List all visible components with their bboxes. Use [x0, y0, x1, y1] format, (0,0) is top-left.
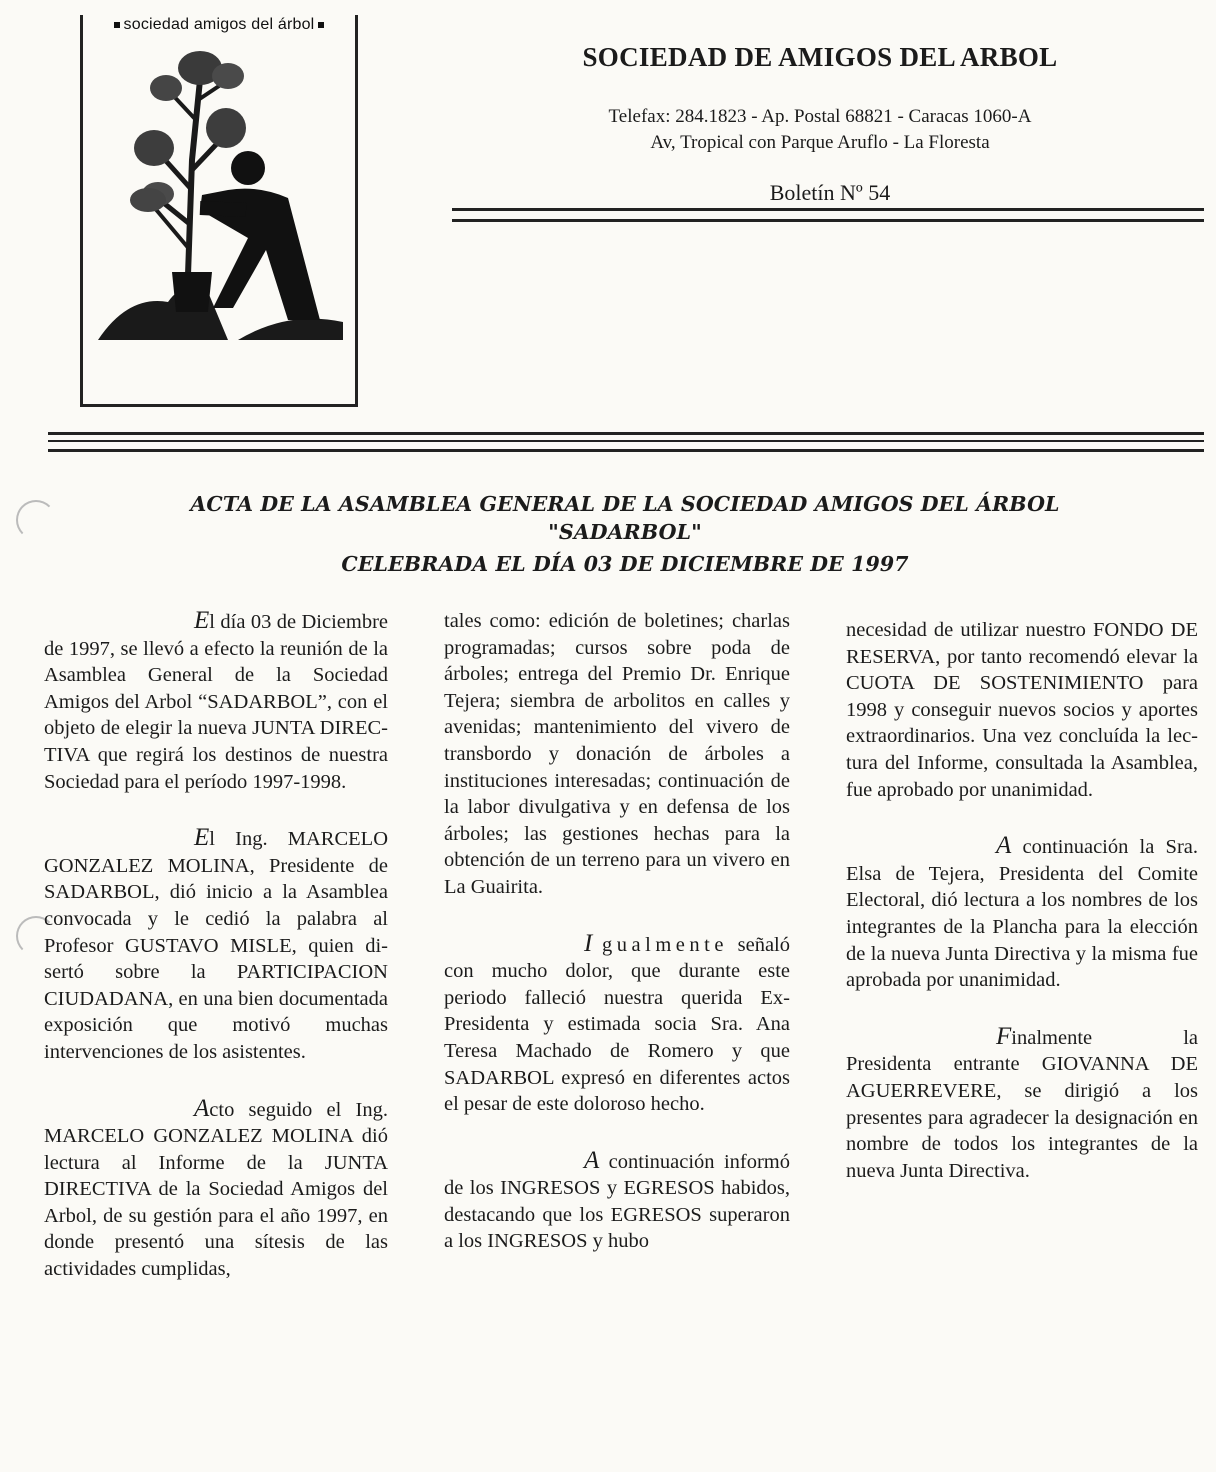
paragraph: [44, 825, 388, 1065]
paragraph-text: inalmente la Presidenta entrante GIOVANNA DE AGUERREVERE, se dirigió a los presentes para agradecer la designación en nombre de todos los integrantes de la nueva Junta Directiva.: [846, 1026, 1198, 1182]
paragraph-text: l día 03 de Diciembre de 1997, se llevó a efecto la reunión de la Asamblea General de la Sociedad Amigos del Arbol “SADARBOL”, con el objeto de elegir la nueva JUNTA DIRECTIVA que regirá los destinos de nuestra Sociedad para el período 1997-1998.: [44, 611, 388, 793]
contact-line-2: Av, Tropical con Parque Aruflo - La Floresta: [650, 132, 990, 153]
act-title-line-1: ACTA DE LA ASAMBLEA GENERAL DE LA SOCIEDAD AMIGOS DEL ÁRBOL: [190, 492, 1060, 516]
drop-letter: E: [194, 824, 210, 852]
paragraph: [846, 1024, 1198, 1185]
tree-planter-logo-icon: [88, 40, 350, 400]
spaced-word: gualmente: [602, 933, 728, 956]
drop-letter: E: [194, 607, 210, 634]
column-3: [846, 617, 1198, 1184]
paragraph: tales como: edición de boletines; charlas programadas; cursos sobre poda de árboles; entrega del Premio Dr. Enrique Tejera; siembra de arbolitos en calles y avenidas; mantenimiento del vivero de transbordo y donación de árboles a instituciones interesadas; continuación de la labor divulgativa y en defensa de los árboles; las gestiones hechas para la obtención de un terreno para un vivero en La Guairita.: [444, 610, 790, 898]
header-rule: [452, 208, 1204, 222]
paragraph: [846, 833, 1198, 994]
paragraph: [444, 931, 790, 1118]
column-1: [44, 608, 388, 1283]
column-2: [444, 608, 790, 1255]
paragraph: [44, 1096, 388, 1283]
paragraph: [444, 1148, 790, 1255]
act-title-line-2: "SADARBOL": [548, 520, 702, 544]
drop-letter: A: [996, 832, 1012, 860]
act-title-line-3: CELEBRADA EL DÍA 03 DE DICIEMBRE DE 1997: [341, 552, 909, 576]
contact-line-1: Telefax: 284.1823 - Ap. Postal 68821 - Caracas 1060-A: [608, 106, 1032, 127]
section-rule: [48, 432, 1204, 452]
drop-letter: F: [996, 1022, 1012, 1050]
paragraph-text: cto seguido el Ing. MARCELO GONZALEZ MOLINA dió lectura al Informe de la JUNTA DIRECTIVA de la Sociedad Amigos del Arbol, de su gestión para el año 1997, en donde presentó una sítesis de las actividades cumplidas,: [44, 1098, 388, 1281]
paragraph-text: señaló con mucho dolor, que durante este periodo falleció nuestra querida Ex-Presidenta y estimada socia Sra. Ana Teresa Machado de Romero y que SADARBOL expresó en diferentes actos el pesar de este doloroso hecho.: [444, 933, 790, 1116]
bulletin-number: Boletín Nº 54: [769, 180, 891, 205]
paragraph-text: l Ing. MARCELO GONZALEZ MOLINA, Presidente de SADARBOL, dió inicio a la Asamblea convocada y le cedió la palabra al Profesor GUSTAVO MISLE, quien disertó sobre la PARTICIPACION CIUDADANA, en una bien documentada exposición que motivó muchas intervenciones de los asistentes.: [44, 828, 388, 1063]
org-title: SOCIEDAD DE AMIGOS DEL ARBOL: [582, 42, 1058, 72]
logo-label: sociedad amigos del árbol: [88, 16, 350, 34]
paragraph: [44, 608, 388, 795]
drop-letter: I: [584, 929, 593, 957]
paragraph-text: continuación informó de los INGRESOS y EGRESOS habidos, destacando que los EGRESOS superaron a los INGRESOS y hubo: [444, 1150, 790, 1253]
drop-letter: A: [194, 1094, 210, 1122]
drop-letter: A: [584, 1146, 600, 1174]
paragraph: necesidad de utilizar nuestro FONDO DE RESERVA, por tanto recomendó elevar la CUOTA DE SOSTENIMIENTO para 1998 y conseguir nuevos socios y aportes extraordinarios. Una vez concluída la lectura del Informe, consultada la Asamblea, fue aprobado por unanimidad.: [846, 619, 1198, 801]
punch-hole-mark: [16, 500, 56, 540]
paragraph-text: continuación la Sra. Elsa de Tejera, Presidenta del Comite Electoral, dió lectura a los nombres de los integrantes de la Plancha para la elección de la nueva Junta Directiva y la misma fue aprobada por unanimidad.: [846, 836, 1198, 992]
